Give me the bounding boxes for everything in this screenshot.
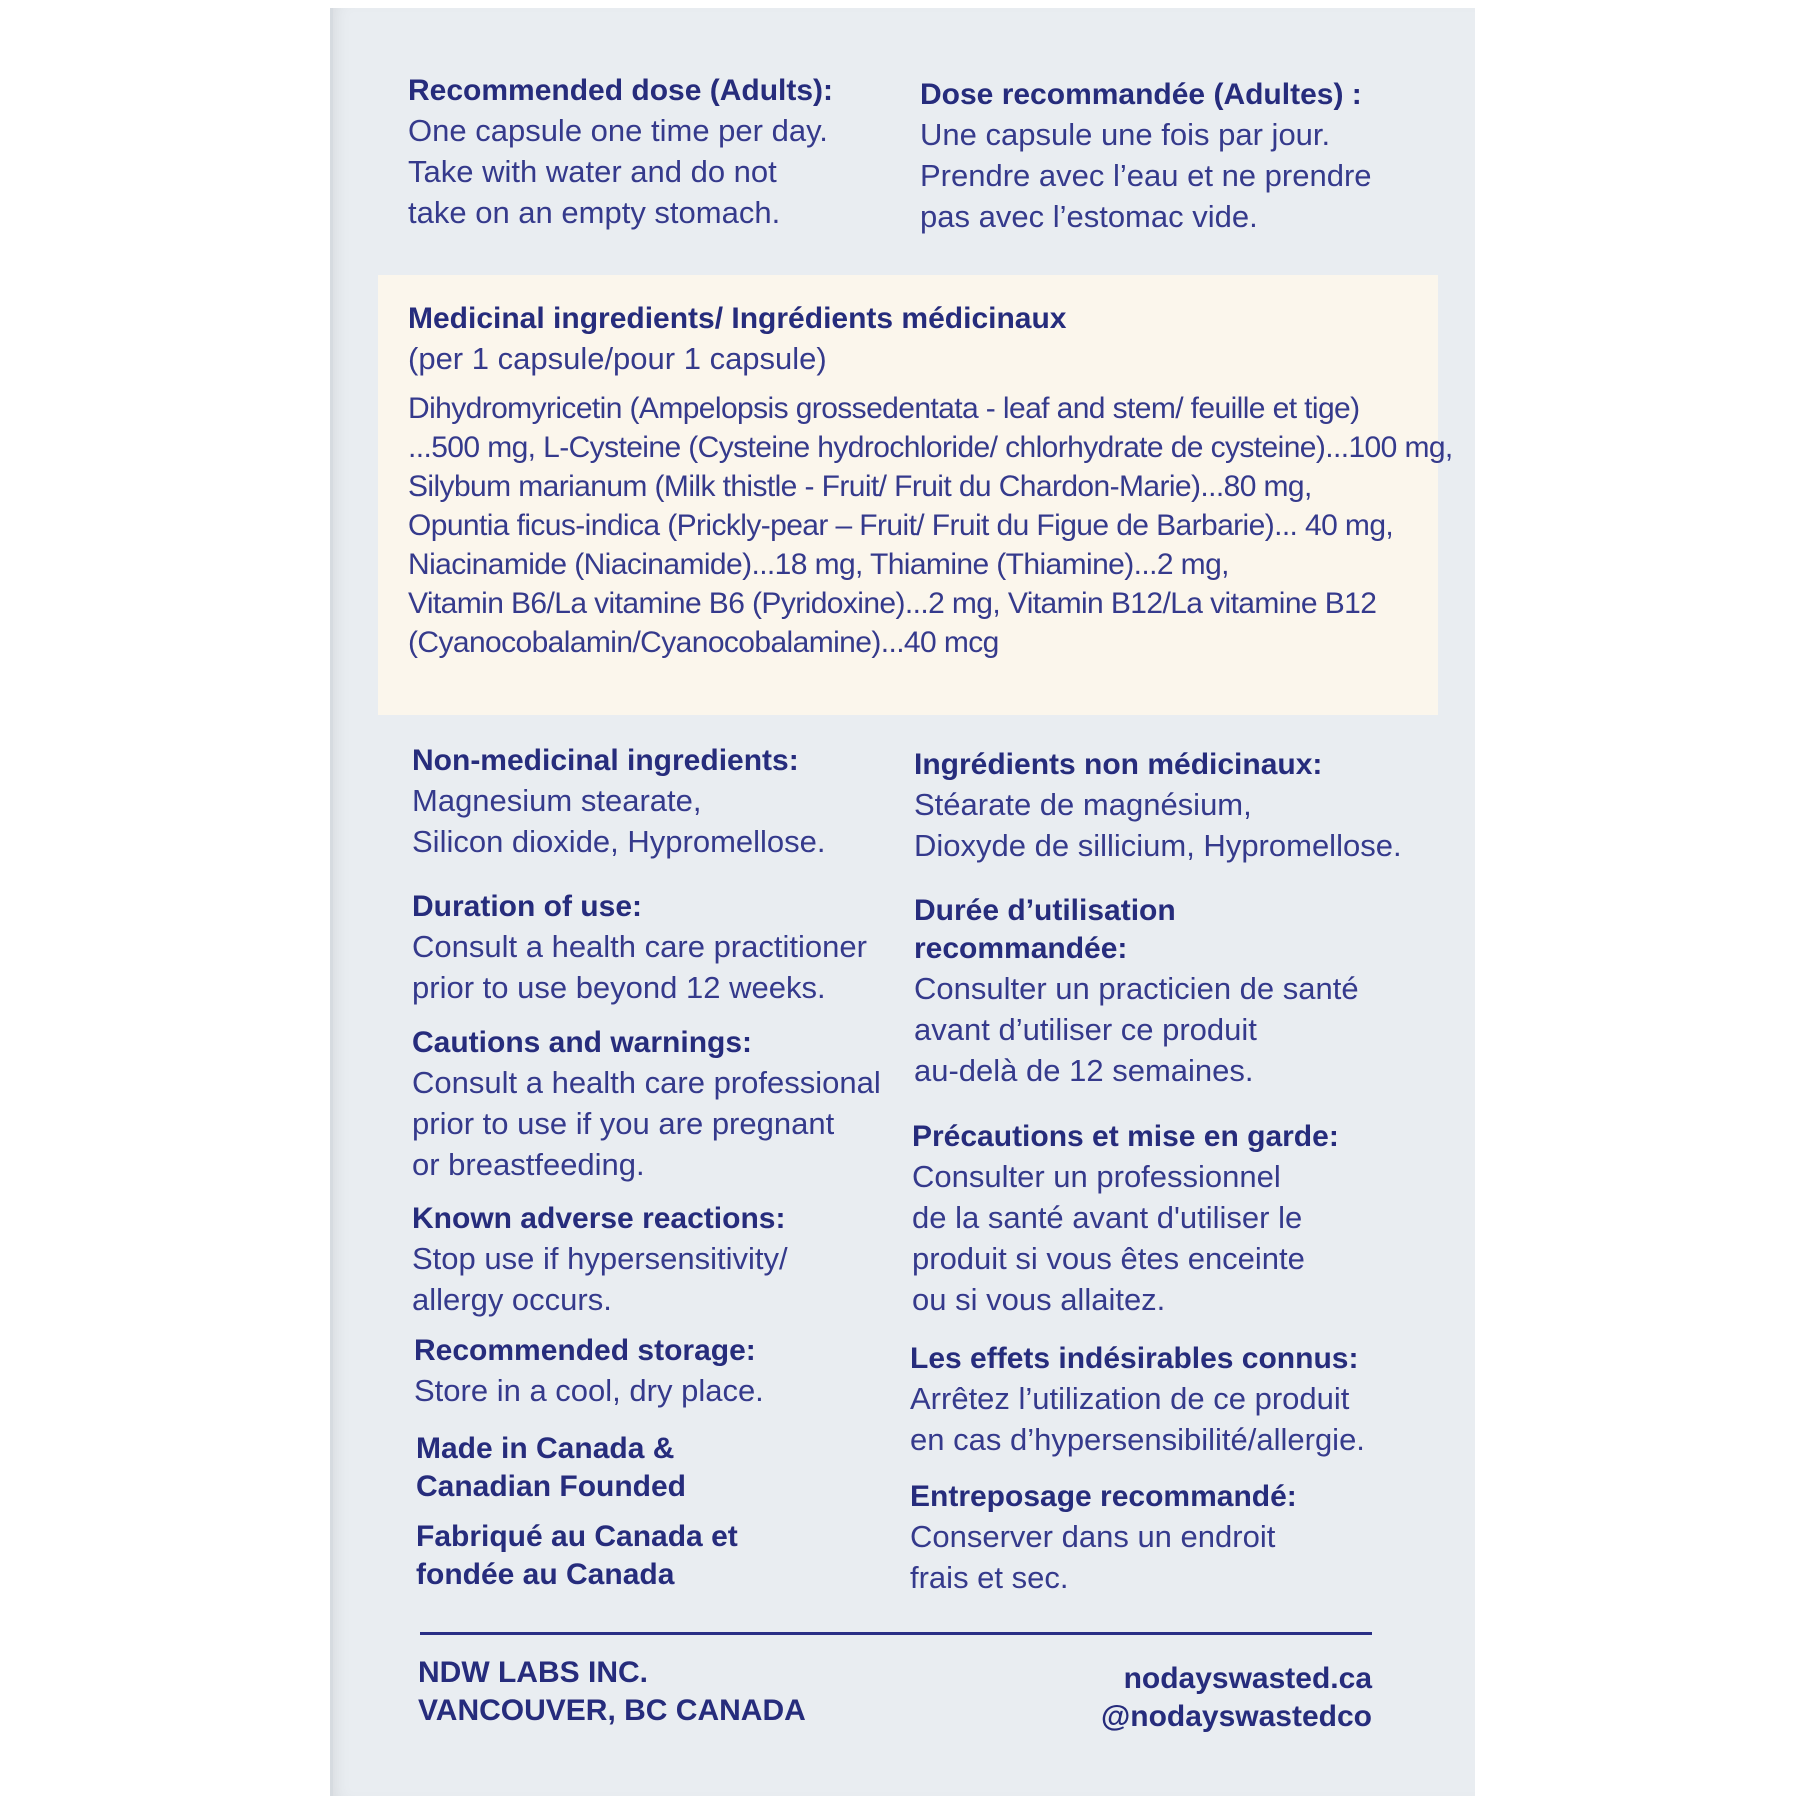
cautions-heading-fr: Précautions et mise en garde: bbox=[912, 1120, 1339, 1153]
dose-line: pas avec l’estomac vide. bbox=[920, 199, 1258, 234]
cautions-section-en bbox=[412, 1024, 881, 1185]
dose-section-fr bbox=[920, 76, 1372, 237]
cautions-section-fr bbox=[912, 1118, 1339, 1320]
text-line: au-delà de 12 semaines. bbox=[914, 1053, 1254, 1088]
text-line: Consulter un practicien de santé bbox=[914, 971, 1359, 1006]
ingredient-line: Vitamin B6/La vitamine B6 (Pyridoxine)...2 mg, Vitamin B12/La vitamine B12 bbox=[408, 587, 1377, 620]
company-name: NDW LABS INC. bbox=[418, 1656, 648, 1689]
ingredient-line: Niacinamide (Niacinamide)...18 mg, Thiamine (Thiamine)...2 mg, bbox=[408, 548, 1229, 581]
ingredient-line: (Cyanocobalamin/Cyanocobalamine)...40 mcg bbox=[408, 626, 999, 659]
medicinal-subheading: (per 1 capsule/pour 1 capsule) bbox=[408, 341, 827, 376]
medicinal-section bbox=[408, 300, 1453, 662]
text-line: Consult a health care professional bbox=[412, 1065, 881, 1100]
storage-heading-en: Recommended storage: bbox=[414, 1334, 756, 1367]
adverse-section-en bbox=[412, 1200, 788, 1320]
duration-section-en bbox=[412, 888, 867, 1008]
company-info bbox=[418, 1654, 806, 1730]
non-medicinal-heading-en: Non-medicinal ingredients: bbox=[412, 744, 799, 777]
text-line: de la santé avant d'utiliser le bbox=[912, 1200, 1303, 1235]
text-line: en cas d’hypersensibilité/allergie. bbox=[910, 1422, 1365, 1457]
dose-line: take on an empty stomach. bbox=[408, 195, 781, 230]
company-location: VANCOUVER, BC CANADA bbox=[418, 1694, 806, 1727]
storage-section-en bbox=[414, 1332, 764, 1411]
text-line: Store in a cool, dry place. bbox=[414, 1373, 764, 1408]
made-in-fr-line: fondée au Canada bbox=[416, 1558, 675, 1591]
made-in-canada-section bbox=[416, 1430, 738, 1594]
dose-line: Une capsule une fois par jour. bbox=[920, 117, 1331, 152]
web-info bbox=[1000, 1660, 1372, 1736]
adverse-section-fr bbox=[910, 1340, 1365, 1460]
text-line: allergy occurs. bbox=[412, 1282, 612, 1317]
non-medicinal-section-fr bbox=[914, 746, 1402, 866]
text-line: Magnesium stearate, bbox=[412, 783, 702, 818]
social-handle[interactable]: @nodayswastedco bbox=[1101, 1700, 1372, 1733]
dose-section-en bbox=[408, 72, 833, 233]
text-line: Consult a health care practitioner bbox=[412, 929, 867, 964]
made-in-en-line: Canadian Founded bbox=[416, 1470, 686, 1503]
text-line: ou si vous allaitez. bbox=[912, 1282, 1166, 1317]
dose-line: Prendre avec l’eau et ne prendre bbox=[920, 158, 1372, 193]
footer-divider bbox=[420, 1632, 1372, 1635]
text-line: Silicon dioxide, Hypromellose. bbox=[412, 824, 826, 859]
text-line: Stop use if hypersensitivity/ bbox=[412, 1241, 788, 1276]
medicinal-heading: Medicinal ingredients/ Ingrédients médicinaux bbox=[408, 302, 1067, 335]
text-line: Consulter un professionnel bbox=[912, 1159, 1281, 1194]
duration-section-fr bbox=[914, 892, 1359, 1091]
non-medicinal-section-en bbox=[412, 742, 826, 862]
text-line: Dioxyde de sillicium, Hypromellose. bbox=[914, 828, 1402, 863]
text-line: Stéarate de magnésium, bbox=[914, 787, 1252, 822]
text-line: Conserver dans un endroit bbox=[910, 1519, 1276, 1554]
storage-section-fr bbox=[910, 1478, 1297, 1598]
non-medicinal-heading-fr: Ingrédients non médicinaux: bbox=[914, 748, 1323, 781]
text-line: prior to use if you are pregnant bbox=[412, 1106, 835, 1141]
text-line: prior to use beyond 12 weeks. bbox=[412, 970, 826, 1005]
ingredient-line: Silybum marianum (Milk thistle - Fruit/ Fruit du Chardon-Marie)...80 mg, bbox=[408, 470, 1312, 503]
adverse-heading-en: Known adverse reactions: bbox=[412, 1202, 786, 1235]
text-line: avant d’utiliser ce produit bbox=[914, 1012, 1257, 1047]
text-line: Arrêtez l’utilization de ce produit bbox=[910, 1381, 1350, 1416]
text-line: frais et sec. bbox=[910, 1560, 1069, 1595]
ingredient-line: Dihydromyricetin (Ampelopsis grossedentata - leaf and stem/ feuille et tige) bbox=[408, 392, 1360, 425]
adverse-heading-fr: Les effets indésirables connus: bbox=[910, 1342, 1359, 1375]
dose-line: Take with water and do not bbox=[408, 154, 777, 189]
text-line: or breastfeeding. bbox=[412, 1147, 645, 1182]
dose-line: One capsule one time per day. bbox=[408, 113, 828, 148]
duration-heading-en: Duration of use: bbox=[412, 890, 642, 923]
duration-heading-fr: recommandée: bbox=[914, 932, 1128, 965]
ingredient-line: Opuntia ficus-indica (Prickly-pear – Fruit/ Fruit du Figue de Barbarie)... 40 mg, bbox=[408, 509, 1394, 542]
text-line: produit si vous êtes enceinte bbox=[912, 1241, 1305, 1276]
dose-heading-en: Recommended dose (Adults): bbox=[408, 74, 834, 107]
website-link[interactable]: nodayswasted.ca bbox=[1123, 1662, 1372, 1695]
duration-heading-fr: Durée d’utilisation bbox=[914, 894, 1176, 927]
dose-heading-fr: Dose recommandée (Adultes) : bbox=[920, 78, 1362, 111]
ingredient-line: ...500 mg, L-Cysteine (Cysteine hydrochloride/ chlorhydrate de cysteine)...100 mg, bbox=[408, 431, 1453, 464]
cautions-heading-en: Cautions and warnings: bbox=[412, 1026, 753, 1059]
made-in-fr-line: Fabriqué au Canada et bbox=[416, 1520, 738, 1553]
made-in-en-line: Made in Canada & bbox=[416, 1432, 675, 1465]
storage-heading-fr: Entreposage recommandé: bbox=[910, 1480, 1297, 1513]
